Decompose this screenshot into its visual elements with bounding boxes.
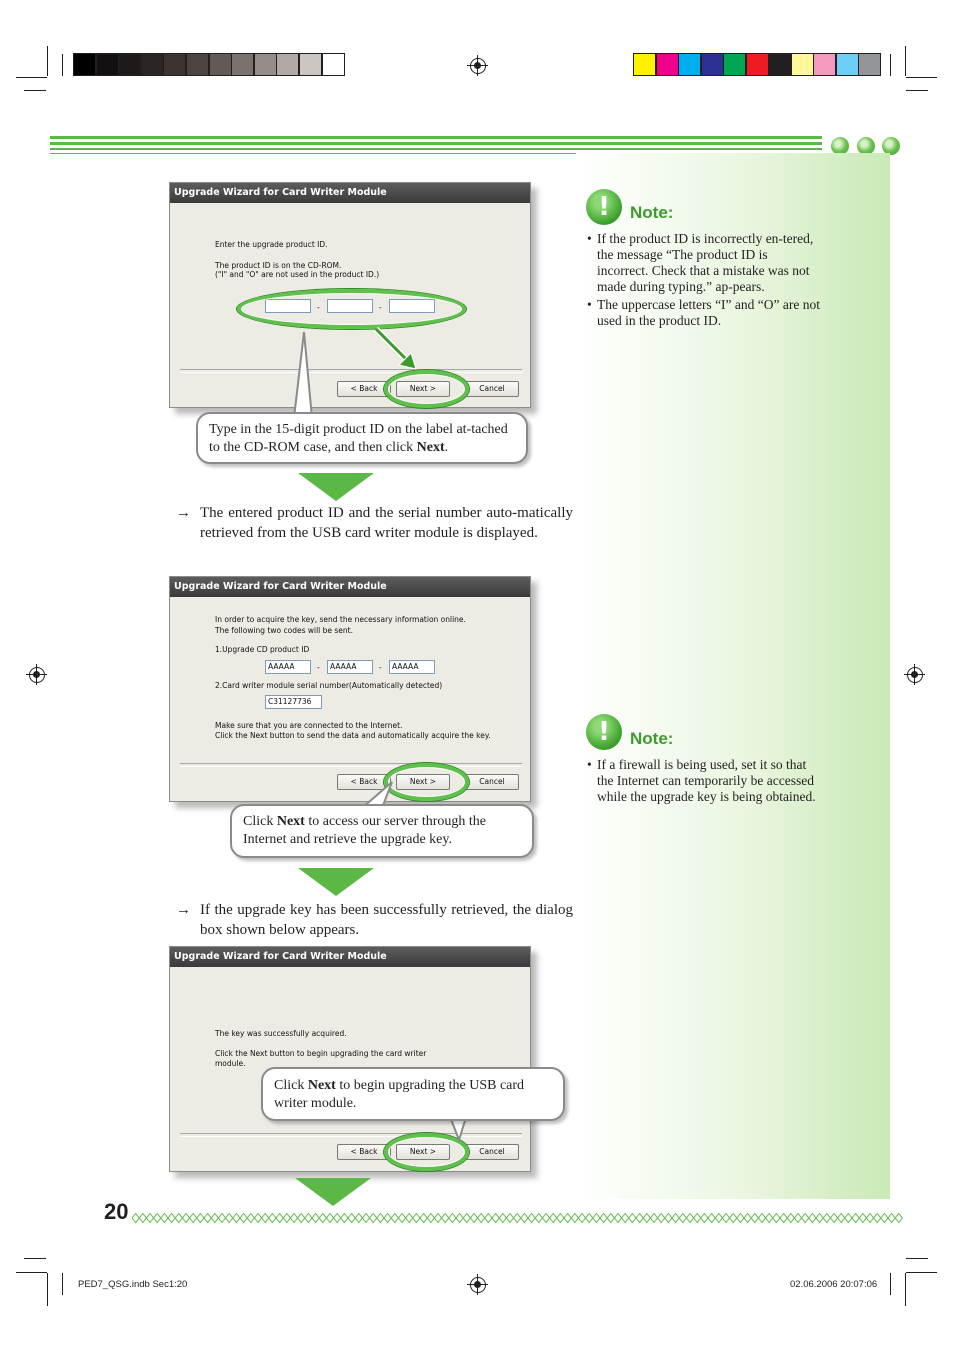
diamond-mark xyxy=(298,1214,305,1223)
color-swatch xyxy=(276,53,299,76)
decorative-diamond-border xyxy=(132,1212,906,1224)
diamond-mark xyxy=(226,1214,233,1223)
diamond-mark xyxy=(391,1214,398,1223)
diamond-mark xyxy=(607,1214,614,1223)
diamond-mark xyxy=(161,1214,168,1223)
note-title: Note: xyxy=(630,729,674,748)
dialog-instruction: 1.Upgrade CD product ID xyxy=(215,645,310,654)
note-list-1 xyxy=(587,231,822,331)
field-separator: - xyxy=(317,303,320,312)
arrow-icon: → xyxy=(176,505,191,521)
diamond-mark xyxy=(722,1214,729,1223)
diamond-mark xyxy=(550,1214,557,1223)
callout-click-next-server: Click Next to access our server through the Internet and retrieve the upgrade key. xyxy=(230,804,534,858)
diamond-mark xyxy=(600,1214,607,1223)
pointer-arrow-icon xyxy=(370,325,430,375)
dialog-title: Upgrade Wizard for Card Writer Module xyxy=(170,183,530,203)
step-result-2: → If the upgrade key has been successfully retrieved, the dialog box shown below appears. xyxy=(176,902,573,938)
registration-mark-bottom-icon xyxy=(470,1277,486,1293)
color-swatch xyxy=(73,53,96,76)
diamond-mark xyxy=(823,1214,830,1223)
callout-begin-upgrade: Click Next to begin upgrading the USB card writer module. xyxy=(261,1067,565,1121)
diamond-mark xyxy=(247,1214,254,1223)
diamond-mark xyxy=(881,1214,888,1223)
exclamation-icon: ! xyxy=(586,714,622,750)
diamond-mark xyxy=(586,1214,593,1223)
diamond-mark xyxy=(442,1214,449,1223)
dialog-instruction: The key was successfully acquired. xyxy=(215,1029,347,1038)
diamond-mark xyxy=(794,1214,801,1223)
color-swatch xyxy=(96,53,119,76)
diamond-mark xyxy=(593,1214,600,1223)
upgrade-wizard-dialog-key-acquired xyxy=(169,946,531,1172)
color-swatch xyxy=(768,53,791,76)
diamond-mark xyxy=(514,1214,521,1223)
diamond-mark xyxy=(780,1214,787,1223)
diamond-mark xyxy=(499,1214,506,1223)
dialog-instruction: Make sure that you are connected to the Internet. xyxy=(215,721,403,730)
diamond-mark xyxy=(269,1214,276,1223)
color-swatch xyxy=(254,53,277,76)
diamond-mark xyxy=(888,1214,895,1223)
serial-number-field: C31127736 xyxy=(265,695,322,709)
footer-file-info: PED7_QSG.indb Sec1:20 xyxy=(78,1279,188,1290)
color-swatch xyxy=(836,53,859,76)
field-separator: - xyxy=(379,663,382,672)
diamond-mark xyxy=(679,1214,686,1223)
diamond-mark xyxy=(233,1214,240,1223)
dialog-instruction: The following two codes will be sent. xyxy=(215,626,353,635)
diamond-mark xyxy=(715,1214,722,1223)
upgrade-wizard-dialog-send-info xyxy=(169,576,531,802)
note-item: • The uppercase letters “I” and “O” are not used in the product ID. xyxy=(587,297,822,329)
back-button[interactable]: < Back xyxy=(337,774,391,790)
diamond-mark xyxy=(384,1214,391,1223)
diamond-mark xyxy=(154,1214,161,1223)
diamond-mark xyxy=(326,1214,333,1223)
diamond-mark xyxy=(528,1214,535,1223)
note-item: • If the product ID is incorrectly en-tered, the message “The product ID is incorrect. Check that a mistake was not made during typing.” ap-pears. xyxy=(587,231,822,295)
diamond-mark xyxy=(254,1214,261,1223)
cancel-button[interactable]: Cancel xyxy=(465,774,519,790)
diamond-mark xyxy=(334,1214,341,1223)
color-swatch xyxy=(118,53,141,76)
diamond-mark xyxy=(218,1214,225,1223)
diamond-mark xyxy=(751,1214,758,1223)
diamond-mark xyxy=(838,1214,845,1223)
diamond-mark xyxy=(737,1214,744,1223)
diamond-mark xyxy=(276,1214,283,1223)
diamond-mark xyxy=(672,1214,679,1223)
diamond-mark xyxy=(413,1214,420,1223)
diamond-mark xyxy=(643,1214,650,1223)
footer-timestamp: 02.06.2006 20:07:06 xyxy=(790,1279,878,1290)
diamond-mark xyxy=(377,1214,384,1223)
callout-pointer xyxy=(290,330,320,420)
flow-arrow-icon xyxy=(298,868,374,896)
diamond-mark xyxy=(557,1214,564,1223)
diamond-mark xyxy=(470,1214,477,1223)
diamond-mark xyxy=(866,1214,873,1223)
diamond-mark xyxy=(809,1214,816,1223)
cancel-button[interactable]: Cancel xyxy=(465,1144,519,1160)
field-separator: - xyxy=(317,663,320,672)
diamond-mark xyxy=(456,1214,463,1223)
diamond-mark xyxy=(744,1214,751,1223)
diamond-mark xyxy=(370,1214,377,1223)
next-button[interactable]: Next > xyxy=(396,774,450,790)
next-button[interactable]: Next > xyxy=(396,381,450,397)
dialog-instruction: ("I" and "O" are not used in the product ID.) xyxy=(215,270,380,279)
color-swatch xyxy=(858,53,881,76)
next-button-highlight xyxy=(384,370,469,408)
diamond-mark xyxy=(132,1214,139,1223)
diamond-mark xyxy=(240,1214,247,1223)
diamond-mark xyxy=(859,1214,866,1223)
color-swatch xyxy=(678,53,701,76)
diamond-mark xyxy=(766,1214,773,1223)
color-swatch xyxy=(186,53,209,76)
flow-arrow-icon xyxy=(295,1178,371,1206)
color-swatch xyxy=(299,53,322,76)
cancel-button[interactable]: Cancel xyxy=(465,381,519,397)
color-swatch xyxy=(209,53,232,76)
diamond-mark xyxy=(571,1214,578,1223)
cd-product-id-field-3: AAAAA xyxy=(389,660,435,674)
color-swatch xyxy=(231,53,254,76)
page-number: 20 xyxy=(104,1199,129,1224)
diamond-mark xyxy=(773,1214,780,1223)
diamond-mark xyxy=(622,1214,629,1223)
diamond-mark xyxy=(204,1214,211,1223)
diamond-mark xyxy=(146,1214,153,1223)
color-swatch xyxy=(746,53,769,76)
diamond-mark xyxy=(197,1214,204,1223)
note-title: Note: xyxy=(630,203,674,222)
diamond-mark xyxy=(312,1214,319,1223)
diamond-mark xyxy=(658,1214,665,1223)
diamond-mark xyxy=(636,1214,643,1223)
diamond-mark xyxy=(816,1214,823,1223)
diamond-mark xyxy=(852,1214,859,1223)
diamond-mark xyxy=(262,1214,269,1223)
color-swatch xyxy=(163,53,186,76)
diamond-mark xyxy=(182,1214,189,1223)
diamond-mark xyxy=(175,1214,182,1223)
field-separator: - xyxy=(379,303,382,312)
color-swatch xyxy=(791,53,814,76)
diamond-mark xyxy=(492,1214,499,1223)
back-button[interactable]: < Back xyxy=(337,381,391,397)
diamond-mark xyxy=(542,1214,549,1223)
arrow-icon: → xyxy=(176,902,191,918)
color-swatch xyxy=(656,53,679,76)
diamond-mark xyxy=(802,1214,809,1223)
dialog-instruction: The product ID is on the CD-ROM. xyxy=(215,261,342,270)
diamond-mark xyxy=(694,1214,701,1223)
diamond-mark xyxy=(564,1214,571,1223)
note-list-2 xyxy=(587,757,819,807)
back-button[interactable]: < Back xyxy=(337,1144,391,1160)
diamond-mark xyxy=(398,1214,405,1223)
dialog-instruction: 2.Card writer module serial number(Automatically detected) xyxy=(215,681,443,690)
diamond-mark xyxy=(535,1214,542,1223)
diamond-mark xyxy=(708,1214,715,1223)
dialog-instruction: module. xyxy=(215,1059,246,1068)
diamond-mark xyxy=(139,1214,146,1223)
color-swatch xyxy=(633,53,656,76)
diamond-mark xyxy=(614,1214,621,1223)
dialog-title: Upgrade Wizard for Card Writer Module xyxy=(170,947,530,967)
diamond-mark xyxy=(463,1214,470,1223)
diamond-mark xyxy=(874,1214,881,1223)
diamond-mark xyxy=(478,1214,485,1223)
exclamation-icon: ! xyxy=(586,189,622,225)
step-result-1: → The entered product ID and the serial number auto-matically retrieved from the USB card writer module is displayed. xyxy=(176,505,573,541)
color-swatch xyxy=(723,53,746,76)
dialog-instruction: Click the Next button to begin upgrading the card writer xyxy=(215,1049,427,1058)
diamond-mark xyxy=(578,1214,585,1223)
registration-mark-top-icon xyxy=(470,58,486,74)
diamond-mark xyxy=(845,1214,852,1223)
diamond-mark xyxy=(629,1214,636,1223)
diamond-mark xyxy=(211,1214,218,1223)
color-swatch xyxy=(322,53,345,76)
diamond-mark xyxy=(427,1214,434,1223)
diamond-mark xyxy=(758,1214,765,1223)
dialog-instruction: Enter the upgrade product ID. xyxy=(215,240,328,249)
flow-arrow-icon xyxy=(298,473,374,501)
diamond-mark xyxy=(485,1214,492,1223)
diamond-mark xyxy=(787,1214,794,1223)
dialog-title: Upgrade Wizard for Card Writer Module xyxy=(170,577,530,597)
diamond-mark xyxy=(449,1214,456,1223)
diamond-mark xyxy=(190,1214,197,1223)
diamond-mark xyxy=(521,1214,528,1223)
cd-product-id-field-2: AAAAA xyxy=(327,660,373,674)
product-id-highlight xyxy=(237,289,466,329)
registration-mark-right-icon xyxy=(907,667,923,683)
diamond-mark xyxy=(406,1214,413,1223)
diamond-mark xyxy=(305,1214,312,1223)
cd-product-id-field-1: AAAAA xyxy=(265,660,311,674)
note-item: • If a firewall is being used, set it so that the Internet can temporarily be accessed while the upgrade key is being obtained. xyxy=(587,757,819,805)
diamond-mark xyxy=(665,1214,672,1223)
diamond-mark xyxy=(168,1214,175,1223)
color-swatch xyxy=(813,53,836,76)
diamond-mark xyxy=(506,1214,513,1223)
diamond-mark xyxy=(686,1214,693,1223)
diamond-mark xyxy=(341,1214,348,1223)
diamond-mark xyxy=(895,1214,902,1223)
color-swatch xyxy=(701,53,724,76)
diamond-mark xyxy=(650,1214,657,1223)
diamond-mark xyxy=(355,1214,362,1223)
diamond-mark xyxy=(701,1214,708,1223)
diamond-mark xyxy=(730,1214,737,1223)
registration-mark-left-icon xyxy=(29,667,45,683)
diamond-mark xyxy=(830,1214,837,1223)
diamond-mark xyxy=(290,1214,297,1223)
diamond-mark xyxy=(420,1214,427,1223)
callout-enter-product-id: Type in the 15-digit product ID on the label at-tached to the CD-ROM case, and then click Next. xyxy=(196,412,528,464)
diamond-mark xyxy=(348,1214,355,1223)
color-swatch xyxy=(141,53,164,76)
diamond-mark xyxy=(434,1214,441,1223)
dialog-instruction: In order to acquire the key, send the necessary information online. xyxy=(215,615,466,624)
dialog-instruction: Click the Next button to send the data and automatically acquire the key. xyxy=(215,731,491,740)
diamond-mark xyxy=(283,1214,290,1223)
diamond-mark xyxy=(362,1214,369,1223)
next-button[interactable]: Next > xyxy=(396,1144,450,1160)
diamond-mark xyxy=(319,1214,326,1223)
